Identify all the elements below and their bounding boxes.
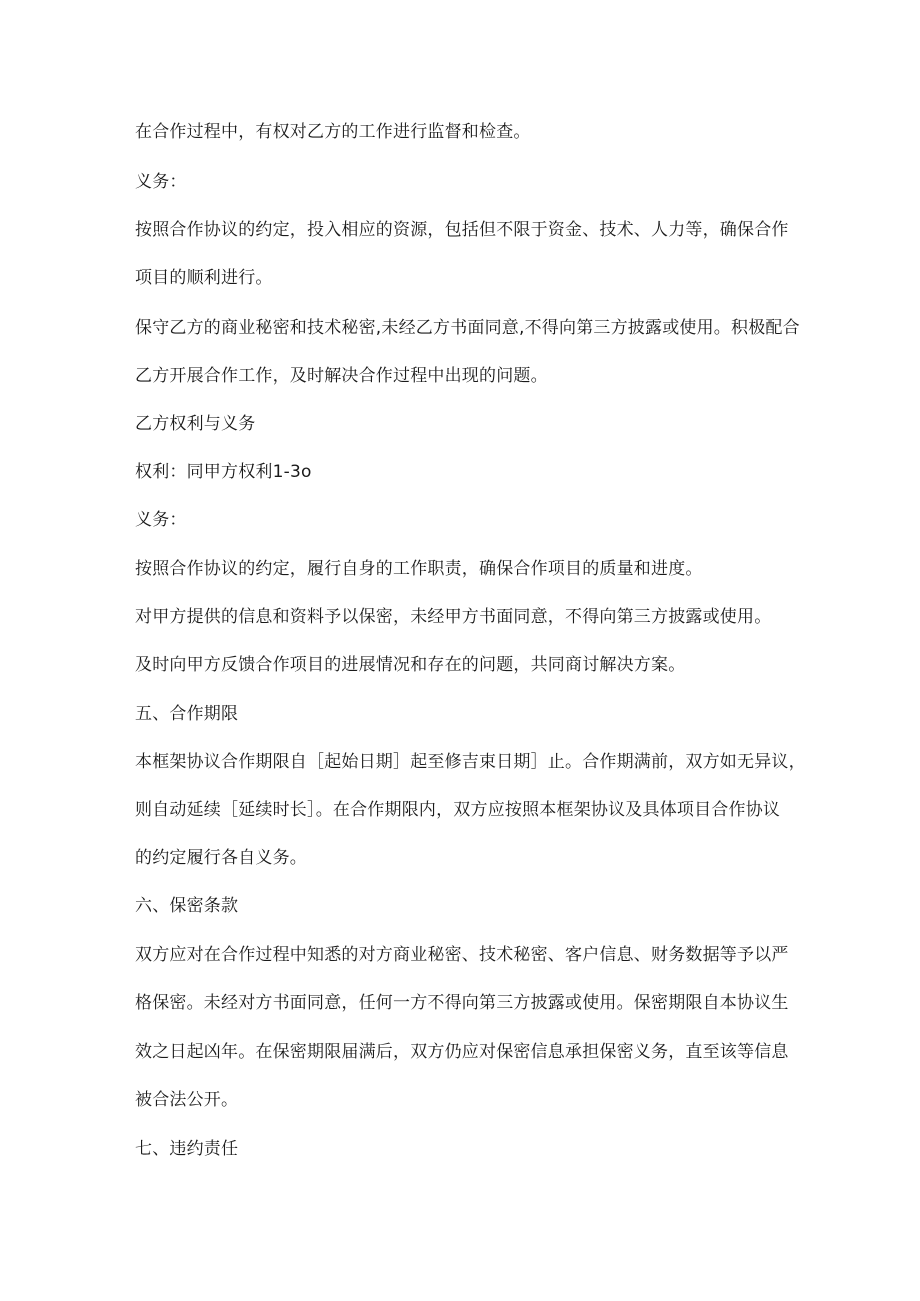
paragraph-line: 按照合作协议的约定，投入相应的资源，包括但不限于资金、技术、人力等，确保合作	[135, 220, 789, 240]
paragraph-line: 义务：	[135, 510, 187, 530]
paragraph-line: 双方应对在合作过程中知悉的对方商业秘密、技术秘密、客户信息、财务数据等予以严	[135, 945, 789, 965]
paragraph-line: 格保密。未经对方书面同意，任何一方不得向第三方披露或使用。保密期限自本协议生	[135, 993, 789, 1013]
section-heading: 七、违约责任	[135, 1139, 239, 1159]
section-heading: 乙方权利与义务	[135, 414, 256, 434]
paragraph-line: 义务：	[135, 172, 187, 192]
paragraph-line: 则自动延续［延续时长］。在合作期限内，双方应按照本框架协议及具体项目合作协议	[135, 800, 781, 820]
paragraph-line: 的约定履行各自义务。	[135, 848, 307, 868]
section-heading: 六、保密条款	[135, 896, 239, 916]
paragraph-line: 及时向甲方反馈合作项目的进展情况和存在的问题，共同商讨解决方案。	[135, 655, 686, 675]
paragraph-line: 乙方开展合作工作，及时解决合作过程中出现的问题。	[135, 366, 548, 386]
paragraph-line: 项目的顺利进行。	[135, 268, 273, 288]
paragraph-line: 本框架协议合作期限自［起始日期］起至修吉束日期］止。合作期满前，双方如无异议，	[135, 752, 806, 772]
paragraph-line: 效之日起凶年。在保密期限届满后，双方仍应对保密信息承担保密义务，直至该等信息	[135, 1042, 789, 1062]
paragraph-line: 被合法公开。	[135, 1090, 239, 1110]
paragraph-line: 权利：同甲方权利1-3o	[135, 462, 312, 482]
section-heading: 五、合作期限	[135, 704, 239, 724]
paragraph-line: 在合作过程中，有权对乙方的工作进行监督和检查。	[135, 122, 531, 142]
paragraph-line: 保守乙方的商业秘密和技术秘密,未经乙方书面同意,不得向第三方披露或使用。积极配合	[135, 318, 800, 338]
paragraph-line: 对甲方提供的信息和资料予以保密，未经甲方书面同意，不得向第三方披露或使用。	[135, 607, 772, 627]
paragraph-line: 按照合作协议的约定，履行自身的工作职责，确保合作项目的质量和进度。	[135, 559, 703, 579]
